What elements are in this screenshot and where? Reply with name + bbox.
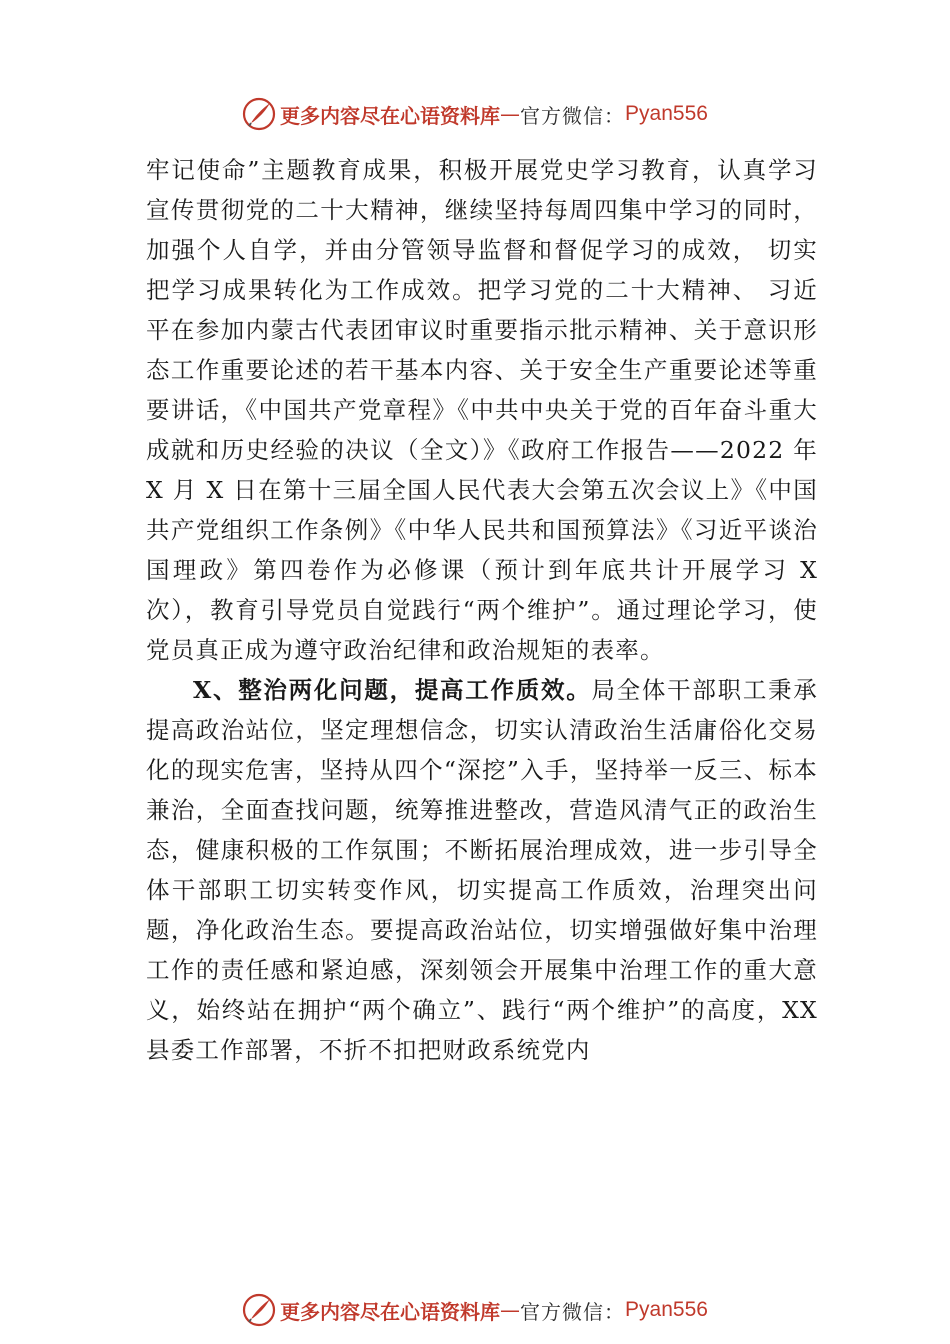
banner-title: 更多内容尽在心语资料库 xyxy=(280,103,501,128)
footer-wechat-id: Pyan556 xyxy=(625,1298,708,1321)
banner-wechat-label: 官方微信： xyxy=(520,103,626,128)
footer-dash: — xyxy=(500,1298,521,1322)
paragraph-2 xyxy=(146,670,818,1070)
footer-wechat-label: 官方微信： xyxy=(520,1299,626,1324)
footer-title: 更多内容尽在心语资料库 xyxy=(280,1299,501,1324)
paragraph-1: 牢记使命”主题教育成果，积极开展党史学习教育，认真学习宣传贯彻党的二十大精神，继续坚持每周四集中学习的同时，加强个人自学，并由分管领导监督和督促学习的成效， 切实把学习成果转化为工作成效。把学习党的二十大精神、 习近平在参加内蒙古代表团审议时重要指示批示精神、关于意识形态工作重要论述的若干基本内容、关于安全生产重要论述等重要讲话，《中国共产党章程》《中共中央关于党的百年奋斗重大成就和历史经验的决议（全文）》《政府工作报告——2022 年 X 月 X 日在第十三届全国人民代表大会第五次会议上》《中国共产党组织工作条例》《中华人民共和国预算法》《习近平谈治国理政》第四卷作为必修课（预计到年底共计开展学习 X 次），教育引导党员自觉践行“两个维护”。通过理论学习，使党员真正成为遵守政治纪律和政治规矩的表率。 xyxy=(146,156,818,664)
header-banner xyxy=(0,94,950,134)
quill-pen-logo-icon xyxy=(242,1293,276,1327)
document-body xyxy=(146,150,818,1070)
footer-banner xyxy=(0,1290,950,1330)
paragraph-2-text: 局全体干部职工秉承提高政治站位，坚定理想信念，切实认清政治生活庸俗化交易化的现实危害，坚持从四个“深挖”入手，坚持举一反三、标本兼治，全面查找问题，统筹推进整改，营造风清气正的政治生态，健康积极的工作氛围；不断拓展治理成效，进一步引导全体干部职工切实转变作风，切实提高工作质效，治理突出问题，净化政治生态。要提高政治站位，切实增强做好集中治理工作的责任感和紧迫感，深刻领会开展集中治理工作的重大意义，始终站在拥护“两个确立”、践行“两个维护”的高度，XX 县委工作部署，不折不扣把财政系统党内 xyxy=(146,676,818,1064)
banner-dash: — xyxy=(500,102,521,126)
quill-pen-logo-icon xyxy=(242,97,276,131)
paragraph-2-heading: X、整治两化问题，提高工作质效。 xyxy=(193,676,592,704)
banner-wechat-id: Pyan556 xyxy=(625,102,708,125)
